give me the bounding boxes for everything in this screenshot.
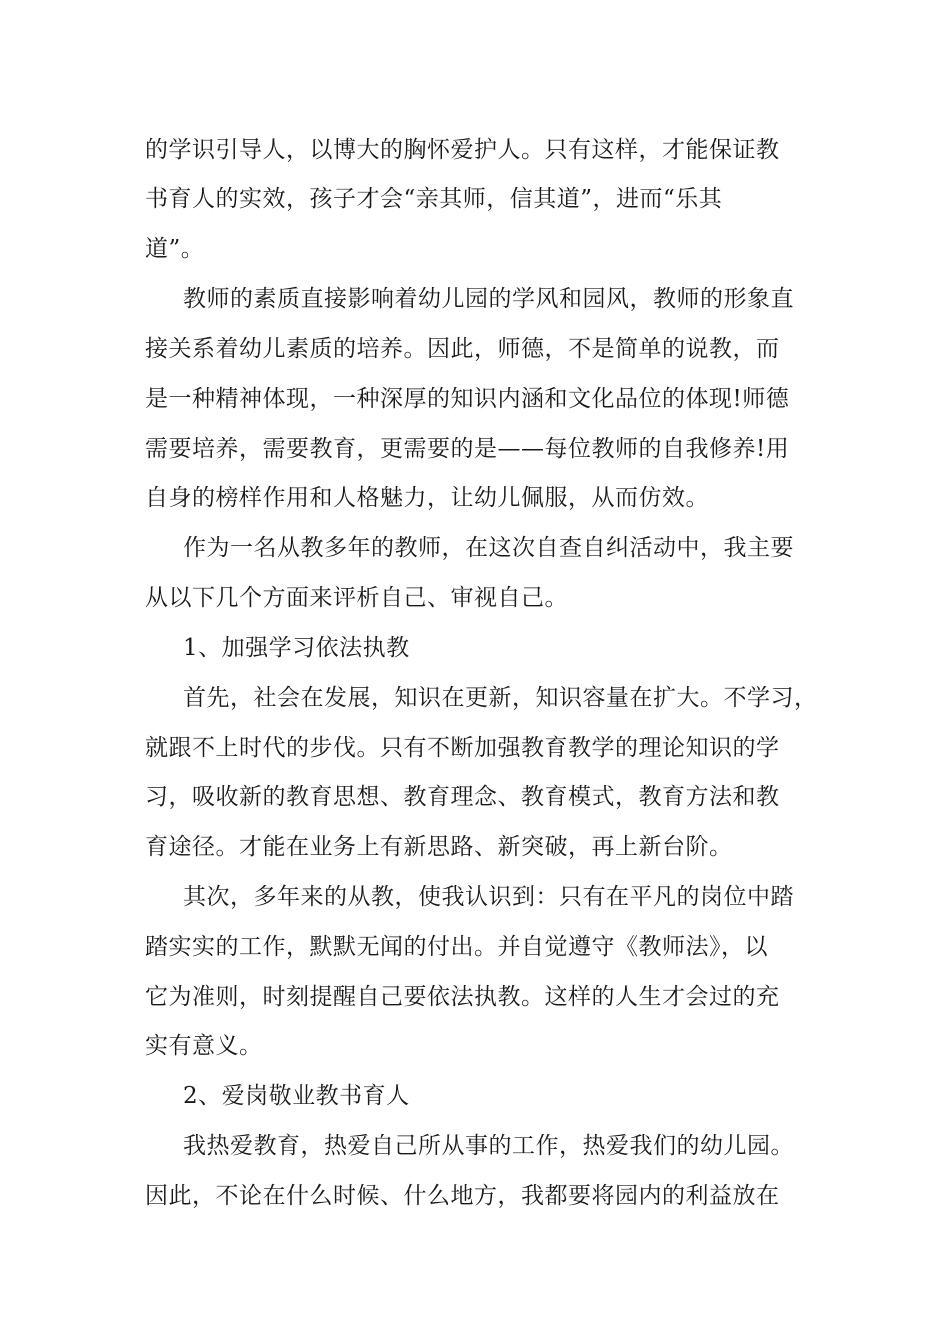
paragraph-first-line: 作为一名从教多年的教师，在这次自查自纠活动中，我主要 bbox=[183, 535, 794, 561]
section-heading: 1、加强学习依法执教 bbox=[183, 635, 410, 661]
text-line: 接关系着幼儿素质的培养。因此，师德，不是简单的说教，而 bbox=[145, 336, 780, 362]
text-line: 道”。 bbox=[145, 236, 205, 262]
paragraph-first-line: 教师的素质直接影响着幼儿园的学风和园风，教师的形象直 bbox=[183, 286, 794, 312]
paragraph-first-line: 我热爱教育，热爱自己所从事的工作，热爱我们的幼儿园。 bbox=[183, 1133, 794, 1159]
text-line: 因此，不论在什么时候、什么地方，我都要将园内的利益放在 bbox=[145, 1183, 780, 1209]
text-line: 自身的榜样作用和人格魅力，让幼儿佩服，从而仿效。 bbox=[145, 485, 709, 511]
text-line: 踏实实的工作，默默无闻的付出。并自觉遵守《教师法》，以 bbox=[145, 934, 768, 960]
text-line: 习，吸收新的教育思想、教育理念、教育模式，教育方法和教 bbox=[145, 784, 780, 810]
text-line: 它为准则，时刻提醒自己要依法执教。这样的人生才会过的充 bbox=[145, 984, 780, 1010]
text-line: 书育人的实效，孩子才会“亲其师，信其道”，进而“乐其 bbox=[145, 186, 723, 212]
text-line: 从以下几个方面来评析自己、审视自己。 bbox=[145, 585, 568, 611]
text-line: 实有意义。 bbox=[145, 1033, 263, 1059]
paragraph-first-line: 首先，社会在发展，知识在更新，知识容量在扩大。不学习， bbox=[183, 685, 818, 711]
section-heading: 2、爱岗敬业教书育人 bbox=[183, 1083, 410, 1109]
paragraph-first-line: 其次，多年来的从教，使我认识到：只有在平凡的岗位中踏 bbox=[183, 884, 794, 910]
text-line: 就跟不上时代的步伐。只有不断加强教育教学的理论知识的学 bbox=[145, 735, 780, 761]
text-line: 的学识引导人，以博大的胸怀爱护人。只有这样，才能保证教 bbox=[145, 137, 780, 163]
text-line: 需要培养，需要教育，更需要的是——每位教师的自我修养!用 bbox=[145, 436, 790, 462]
text-line: 育途径。才能在业务上有新思路、新突破，再上新台阶。 bbox=[145, 834, 733, 860]
text-line: 是一种精神体现，一种深厚的知识内涵和文化品位的体现!师德 bbox=[145, 386, 790, 412]
